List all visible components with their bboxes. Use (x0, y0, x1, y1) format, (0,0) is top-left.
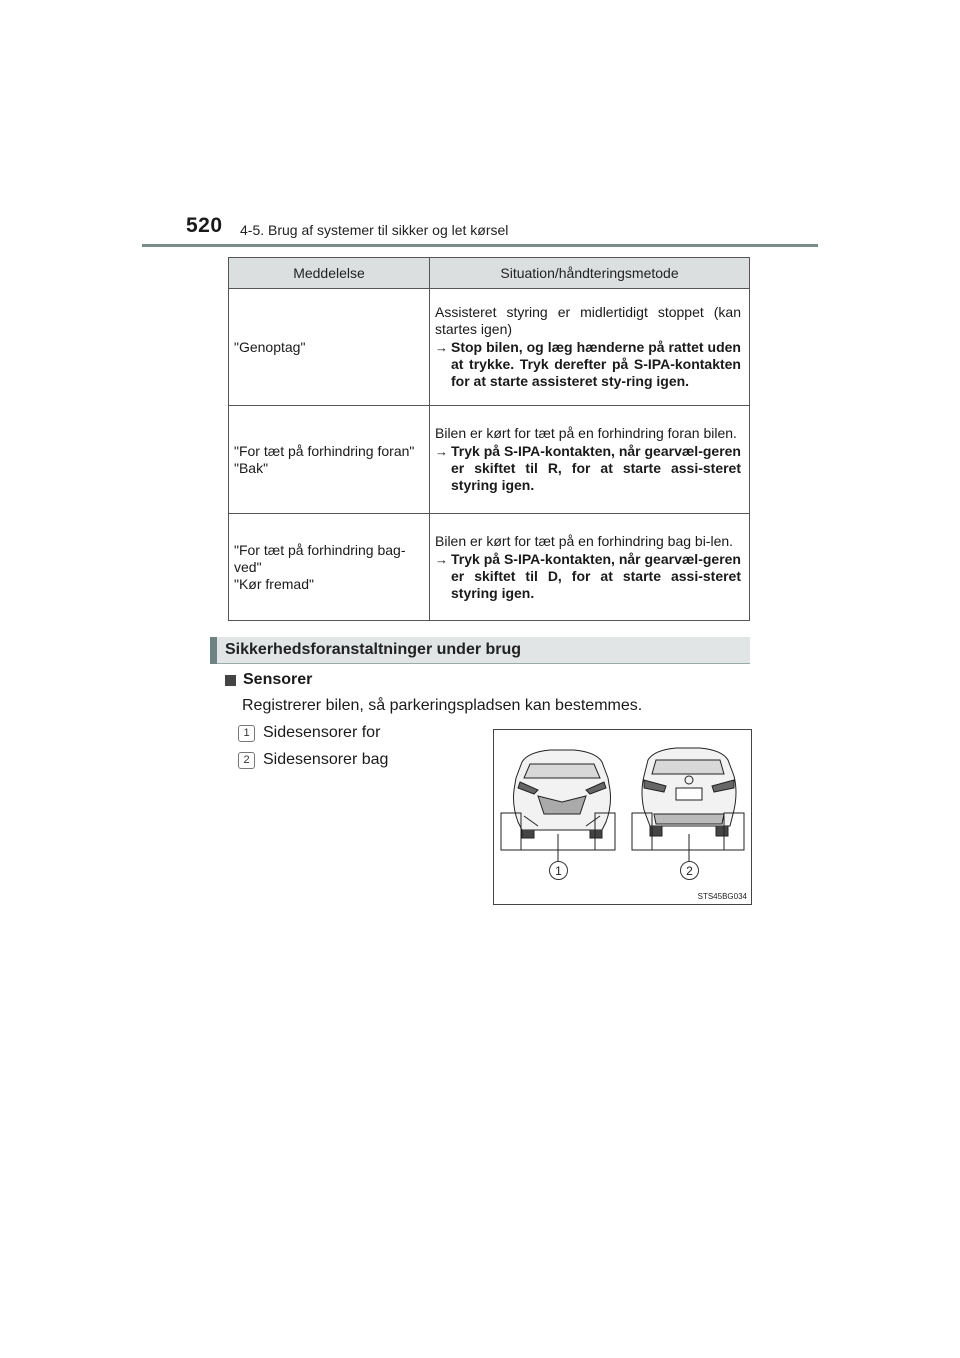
table-row (229, 289, 750, 406)
number-badge: 1 (238, 725, 255, 742)
message-table (228, 257, 750, 621)
legend-label: Sidesensorer for (263, 724, 381, 741)
column-header: Situation/håndteringsmetode (430, 258, 750, 289)
callout-1: 1 (549, 861, 568, 880)
number-badge: 2 (238, 752, 255, 769)
figure-code: STS45BG034 (697, 892, 747, 901)
action-text: Stop bilen, og læg hænderne på rattet uden at trykke. Tryk derefter på S-IPA-kontakten for at starte assisteret sty-ring igen. (451, 339, 741, 389)
legend-label: Sidesensorer bag (263, 751, 389, 768)
situation-cell (430, 289, 750, 406)
column-header: Meddelelse (229, 258, 430, 289)
front-car-icon (514, 750, 611, 838)
situation-text: Assisteret styring er midlertidigt stoppet (kan startes igen) (435, 304, 741, 337)
situation-cell (430, 514, 750, 621)
legend-item-1 (238, 724, 380, 742)
message-cell: "For tæt på forhindring foran" "Bak" (229, 406, 430, 514)
header-rule (142, 244, 818, 247)
message-cell: "For tæt på forhindring bag-ved" "Kør fremad" (229, 514, 430, 621)
arrow-right-icon: → (435, 444, 448, 459)
action-text: Tryk på S-IPA-kontakten, når gearvæl-geren er skiftet til D, for at starte assi-steret styring igen. (451, 550, 741, 601)
legend-item-2 (238, 751, 388, 769)
page-number: 520 (186, 214, 223, 237)
sensor-figure (493, 729, 752, 905)
message-cell: "Genoptag" (229, 289, 430, 406)
table-row (229, 406, 750, 514)
subheading: Sensorer (225, 671, 312, 689)
situation-text: Bilen er kørt for tæt på en forhindring bag bi-len. (435, 532, 734, 549)
callout-2: 2 (680, 861, 699, 880)
intro-text: Registrerer bilen, så parkeringspladsen kan bestemmes. (242, 697, 643, 714)
situation-text: Bilen er kørt for tæt på en forhindring foran bilen. (435, 425, 737, 441)
square-bullet-icon (225, 675, 236, 686)
action-text: Tryk på S-IPA-kontakten, når gearvæl-geren er skiftet til R, for at starte assi-steret styring igen. (451, 443, 741, 493)
section-heading-bar (210, 637, 750, 664)
situation-cell (430, 406, 750, 514)
table-row (229, 514, 750, 621)
arrow-right-icon: → (435, 340, 448, 355)
section-title: 4-5. Brug af systemer til sikker og let kørsel (240, 222, 509, 238)
section-accent (210, 637, 217, 664)
section-heading: Sikkerhedsforanstaltninger under brug (225, 641, 522, 658)
rear-car-icon (642, 748, 736, 836)
arrow-right-icon: → (435, 551, 448, 567)
table-header-row (229, 258, 750, 289)
car-illustration (494, 730, 751, 904)
